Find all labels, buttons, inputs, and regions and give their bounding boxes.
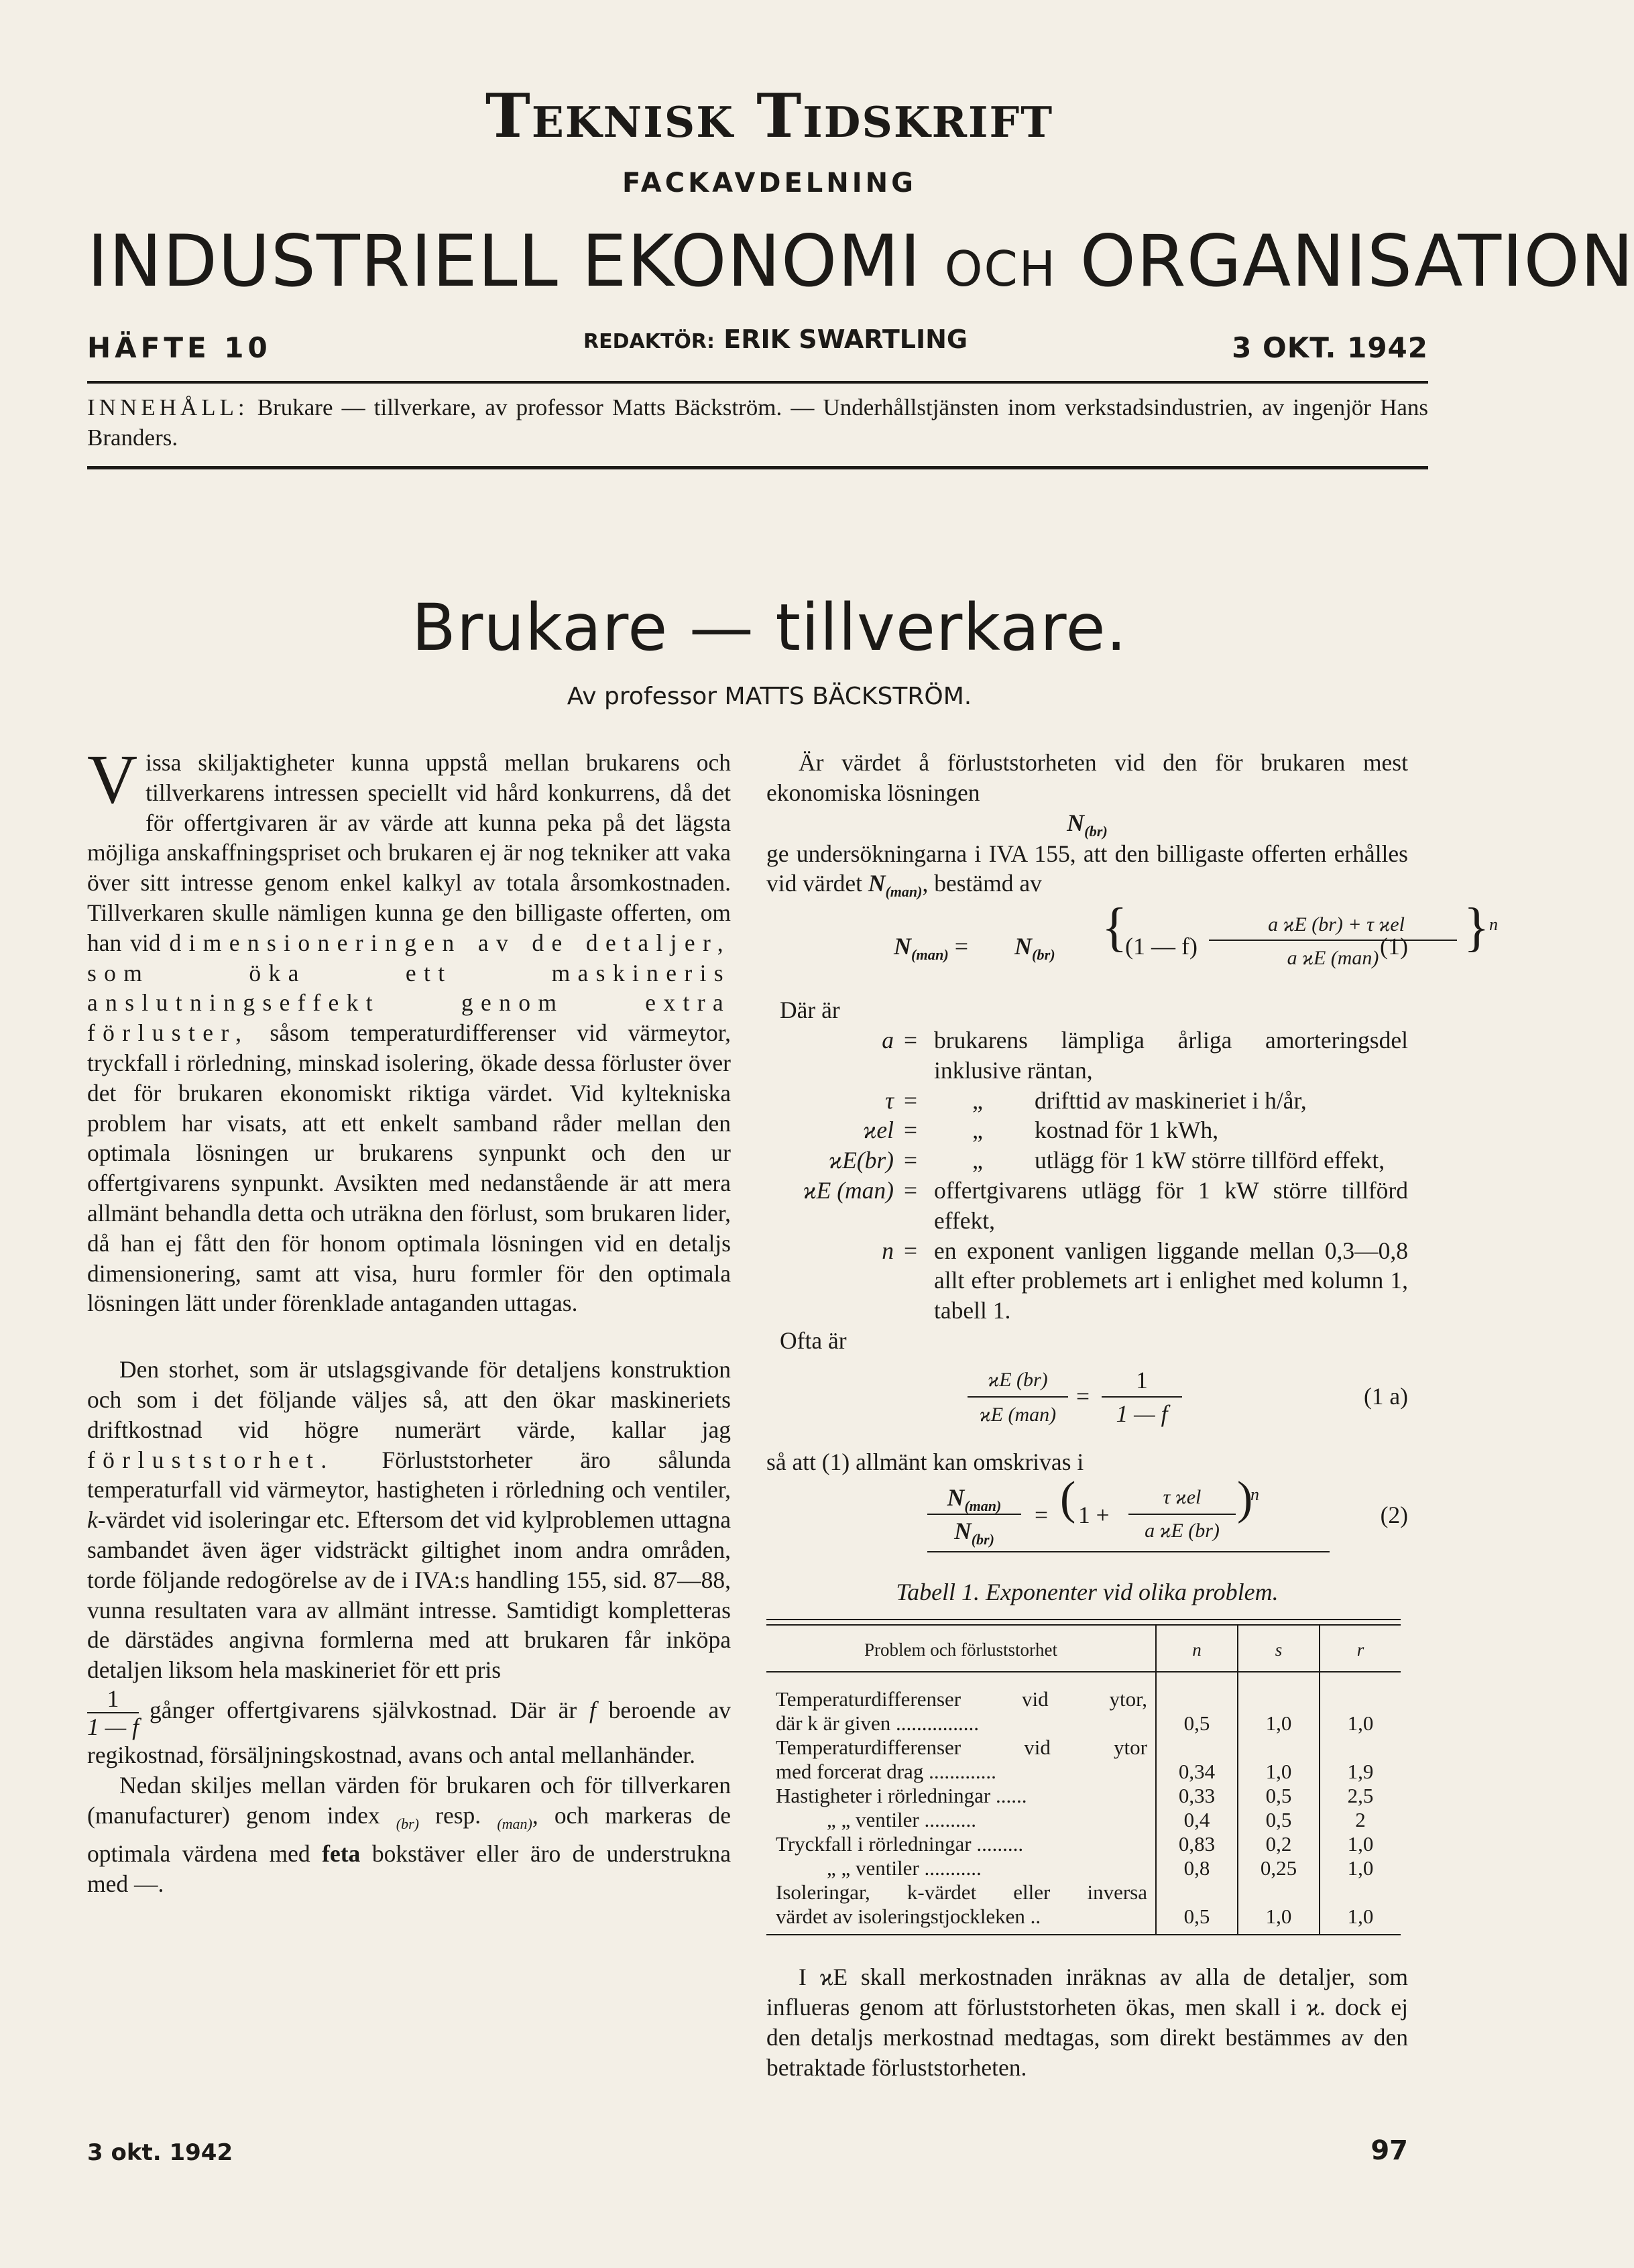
p3-man: (man) [497,1815,532,1832]
article-title: Brukare — tillverkare. [411,590,1128,665]
paragraph-fraction [87,1685,731,1770]
p2-text-d: gånger offertgivarens självkostnad. Där är [149,1697,577,1724]
definition-kappa-el: ϰel = „ kostnad för 1 kWh, [863,1117,1219,1144]
equation-1a [766,1361,1408,1442]
paragraph-loss-quantity [87,1355,731,1685]
table-header-row [766,1626,1401,1672]
table-row: Temperaturdifferenser vid ytor med forcerat drag ............. 0,34 1,0 1,9 [766,1736,1401,1784]
fraction-denominator: 1 — f [87,1713,139,1740]
table [766,1626,1401,1935]
issue-row [87,322,1428,362]
fraction-1-over-1-minus-f [87,1685,139,1740]
table-row: Hastigheter i rörledningar ...... 0,33 0,5 2,5 [766,1784,1401,1808]
contents [87,392,1428,453]
eq2-lhs-bar [927,1514,1021,1515]
issue-date: 3 OKT. 1942 [1232,331,1428,364]
paragraph-index [87,1770,731,1899]
eq2-numerator: τ ϰel [1163,1485,1202,1508]
definition-n: n = en exponent vanligen liggande mellan 0,3—0,8 allt efter problemets art i enlighet med kolumn 1, tabell 1. [882,1237,1408,1324]
equation-2 [766,1472,1408,1567]
section-title-part-b: ORGANISATION [1079,220,1634,302]
eq1a-bar [968,1396,1068,1398]
eq1-lhs: $N_{(man)}$ = [894,933,969,964]
paragraph-kappa-e: I ϰE skall merkostnaden inräknas av alla de detaljer, som influeras genom att förluststorheten ökas, men skall i ϰ. dock ej den detaljs merkostnad medtagas, som direkt bestämmes av den betraktade förluststorheten. [766,1964,1408,2081]
definition-kappa-e-man: ϰE (man) = offertgivarens utlägg för 1 kW större tillförd effekt, [803,1177,1408,1234]
contents-text: Brukare — tillverkare, av professor Matts Bäckström. — Underhållstjänsten inom verkstadsindustrien, av ingenjör Hans Branders. [87,394,1429,451]
eq1-label: (1) [1380,933,1408,960]
eq1-one-minus-f: (1 — f) [1125,933,1198,960]
formula-n-br [766,808,1408,839]
eq2-open-paren: ( [1060,1472,1076,1524]
fraction-numerator: 1 [87,1685,139,1713]
eq1-rhs-n: $N_{(br)}$ [1014,933,1055,964]
p3-text-b: , och markeras de optimala värdena med [87,1801,732,1868]
eq1a-rhs-bar [1102,1396,1182,1398]
paragraph-offer [766,839,1408,908]
editor-name: ERIK SWARTLING [723,325,968,354]
ofta-ar: Ofta är [780,1327,847,1355]
p2-emphasis: förluststorhet. [87,1446,335,1473]
eq2-equals: = [1035,1501,1049,1528]
article-byline: Av professor MATTS BÄCKSTRÖM. [567,683,972,710]
exponent-table [766,1619,1401,1935]
definition-tau: τ = „ drifttid av maskineriet i h/år, [885,1086,1307,1114]
dar-ar: Där är [780,997,840,1024]
definitions [766,1025,1408,1326]
contents-rule [87,466,1428,469]
intro-text-b: såsom temperaturdifferenser vid värmeytor, tryckfall i rörledning, minskad isolering, ökade dessa förluster över det för brukaren ekonomiskt riktiga värdet. Vid kyltekniska problem har visats, att ett enkelt samband råder mellan den optimala lösningen ur brukarens synpunkt och den ur offertgivarens synpunkt. Avsikten med nedanstående är att mera allmänt behandla detta och uträkna den förlust, som brukaren lider, då han ej fått den för honom optimala lösningen vid en detaljs dimensionering, samt att visa, huru formler för den optimala lösningen lätt under förenklade antaganden uttagas. [87,1019,731,1317]
p3-text-a: Nedan skiljes mellan värden för brukaren och för tillverkaren (manufacturer) genom index [87,1771,731,1829]
eq1-exponent: n [1489,915,1498,935]
intro-text-a: issa skiljaktigheter kunna uppstå mellan brukarens och tillverkarens intressen speciellt vid hård konkurrens, då det för offertgivaren är av värde att kunna peka på det lägsta möjliga anskaffningspriset och brukaren ej är nog tekniker att vaka över sitt intresse genom enkel kalkyl av totala årsomkostnaden. Tillverkaren skulle nämligen kunna ge den billigaste offerten, om han vid [87,749,731,956]
p3-resp: resp. [435,1801,481,1829]
p2-text-a: Den storhet, som är utslagsgivande för detaljens konstruktion och som i det följande väljes så, att den ökar maskineriets driftkostnad vid högre numerärt värde, kallar jag [87,1356,731,1443]
eq2-underline [927,1551,1330,1552]
eq1-open-brace: { [1102,898,1128,958]
eq1a-equals: = [1076,1382,1090,1410]
p2-text-e: beroende av regikostnad, försäljningskostnad, avans och antal mellanhänder. [87,1697,732,1768]
top-rule [87,381,1428,384]
table-header-n: n [1156,1626,1238,1672]
n-man-sub: (man) [885,883,923,901]
section-title-part-a: INDUSTRIELL EKONOMI [87,220,922,302]
p3-text-c: bokstäver eller äro de understrukna med —. [87,1840,732,1898]
right-column [766,748,1498,2083]
table-row: „ „ ventiler .......... 0,4 0,5 2 [766,1808,1401,1832]
eq2-close-paren: ) [1237,1472,1253,1524]
section-title-och: OCH [944,241,1057,297]
table-double-rule [766,1619,1401,1626]
editor [583,325,968,354]
table-header-r: r [1320,1626,1401,1672]
left-column [87,741,732,1899]
table-caption: Tabell 1. Exponenter vid olika problem. [896,1578,1279,1605]
editor-label: REDAKTÖR: [583,330,715,353]
n-symbol: N [1067,809,1085,836]
eq2-one-plus: 1 + [1078,1501,1110,1528]
table-header-problem: Problem och förluststorhet [766,1626,1156,1672]
paragraph-optimum: Är värdet å förluststorheten vid den för brukaren mest ekonomiska lösningen [766,749,1408,806]
p2-text-c: -värdet vid isoleringar etc. Eftersom det vid kylproblemen uttagna sambandet även äger vidsträckt giltighet inom andra områden, torde följande redogörelse av de i IVA:s handling 155, sid. 87—88, vunna resultaten vara av allmänt intresse. Samtidigt kompletteras de därstädes angivna formlerna med att brukaren får inköpa detaljen liksom hela maskineriet för ett pris [87,1506,731,1684]
eq1a-label: (1 a) [1363,1382,1408,1410]
n-man-symbol: N [868,870,886,897]
definition-kappa-e-br: ϰE(br) = „ utlägg för 1 kW större tillförd effekt, [829,1147,1385,1174]
eq2-exponent: n [1250,1484,1259,1504]
p2-text-b: Förluststorheter äro sålunda temperaturfall vid värmeytor, hastigheten i rörledning och ventiler, [87,1446,732,1504]
p2-f: f [589,1697,596,1724]
eq2-lhs-denominator: $N_{(br)}$ [954,1517,994,1548]
contents-label: INNEHÅLL: [87,394,249,420]
section-label: FACKAVDELNING [622,168,917,199]
table-row: Temperaturdifferenser vid ytor, där k är given ................ 0,5 1,0 1,0 [766,1672,1401,1736]
offer-text-a: ge undersökningarna i IVA 155, att den billigaste offerten erhålles vid värdet [766,840,1408,897]
table-row: Isoleringar, k-värdet eller inversa värdet av isoleringstjockleken .. 0,5 1,0 1,0 [766,1880,1401,1935]
paragraph-intro [87,741,732,1318]
intro-emphasis: dimensioneringen av de detaljer, som öka ett maskineris anslutningseffekt genom extra förluster, [87,929,732,1047]
p2-k: k [87,1506,98,1534]
eq1a-rhs-denominator: 1 — f [1116,1400,1168,1427]
equation-1 [766,898,1498,990]
eq1a-rhs-numerator: 1 [1136,1366,1148,1394]
eq1-close-brace: } [1464,898,1490,958]
eq1a-numerator: ϰE (br) [988,1368,1048,1391]
sa-att: så att (1) allmänt kan omskrivas i [766,1448,1084,1475]
section-title [87,218,1634,313]
eq2-lhs-numerator: $N_{(man)}$ [947,1483,1002,1514]
footer-date: 3 okt. 1942 [87,2139,233,2166]
issue-number: HÄFTE 10 [87,331,272,364]
table-header-s: s [1238,1626,1320,1672]
table-row: „ „ ventiler ........... 0,8 0,25 1,0 [766,1856,1401,1880]
p3-bold: feta [322,1840,361,1868]
eq1-denominator: a ϰE (man) [1287,947,1379,970]
eq2-label: (2) [1380,1501,1408,1528]
eq1-fraction-bar [1209,940,1457,941]
p3-br: (br) [396,1815,419,1832]
eq2-denominator: a ϰE (br) [1145,1519,1220,1542]
dropcap: V [87,741,138,818]
eq1-numerator: a ϰE (br) + τ ϰel [1268,913,1405,936]
eq2-bar [1128,1514,1236,1515]
n-sub-br: (br) [1084,822,1108,840]
offer-text-b: , bestämd av [922,870,1042,897]
journal-title: Teknisk Tidskrift [485,80,1054,152]
definition-a: a = brukarens lämpliga årliga amorteringsdel inklusive räntan, [882,1027,1408,1084]
page-number: 97 [1370,2135,1408,2166]
table-row: Tryckfall i rörledningar ......... 0,83 0,2 1,0 [766,1832,1401,1856]
eq1a-denominator: ϰE (man) [979,1403,1057,1426]
